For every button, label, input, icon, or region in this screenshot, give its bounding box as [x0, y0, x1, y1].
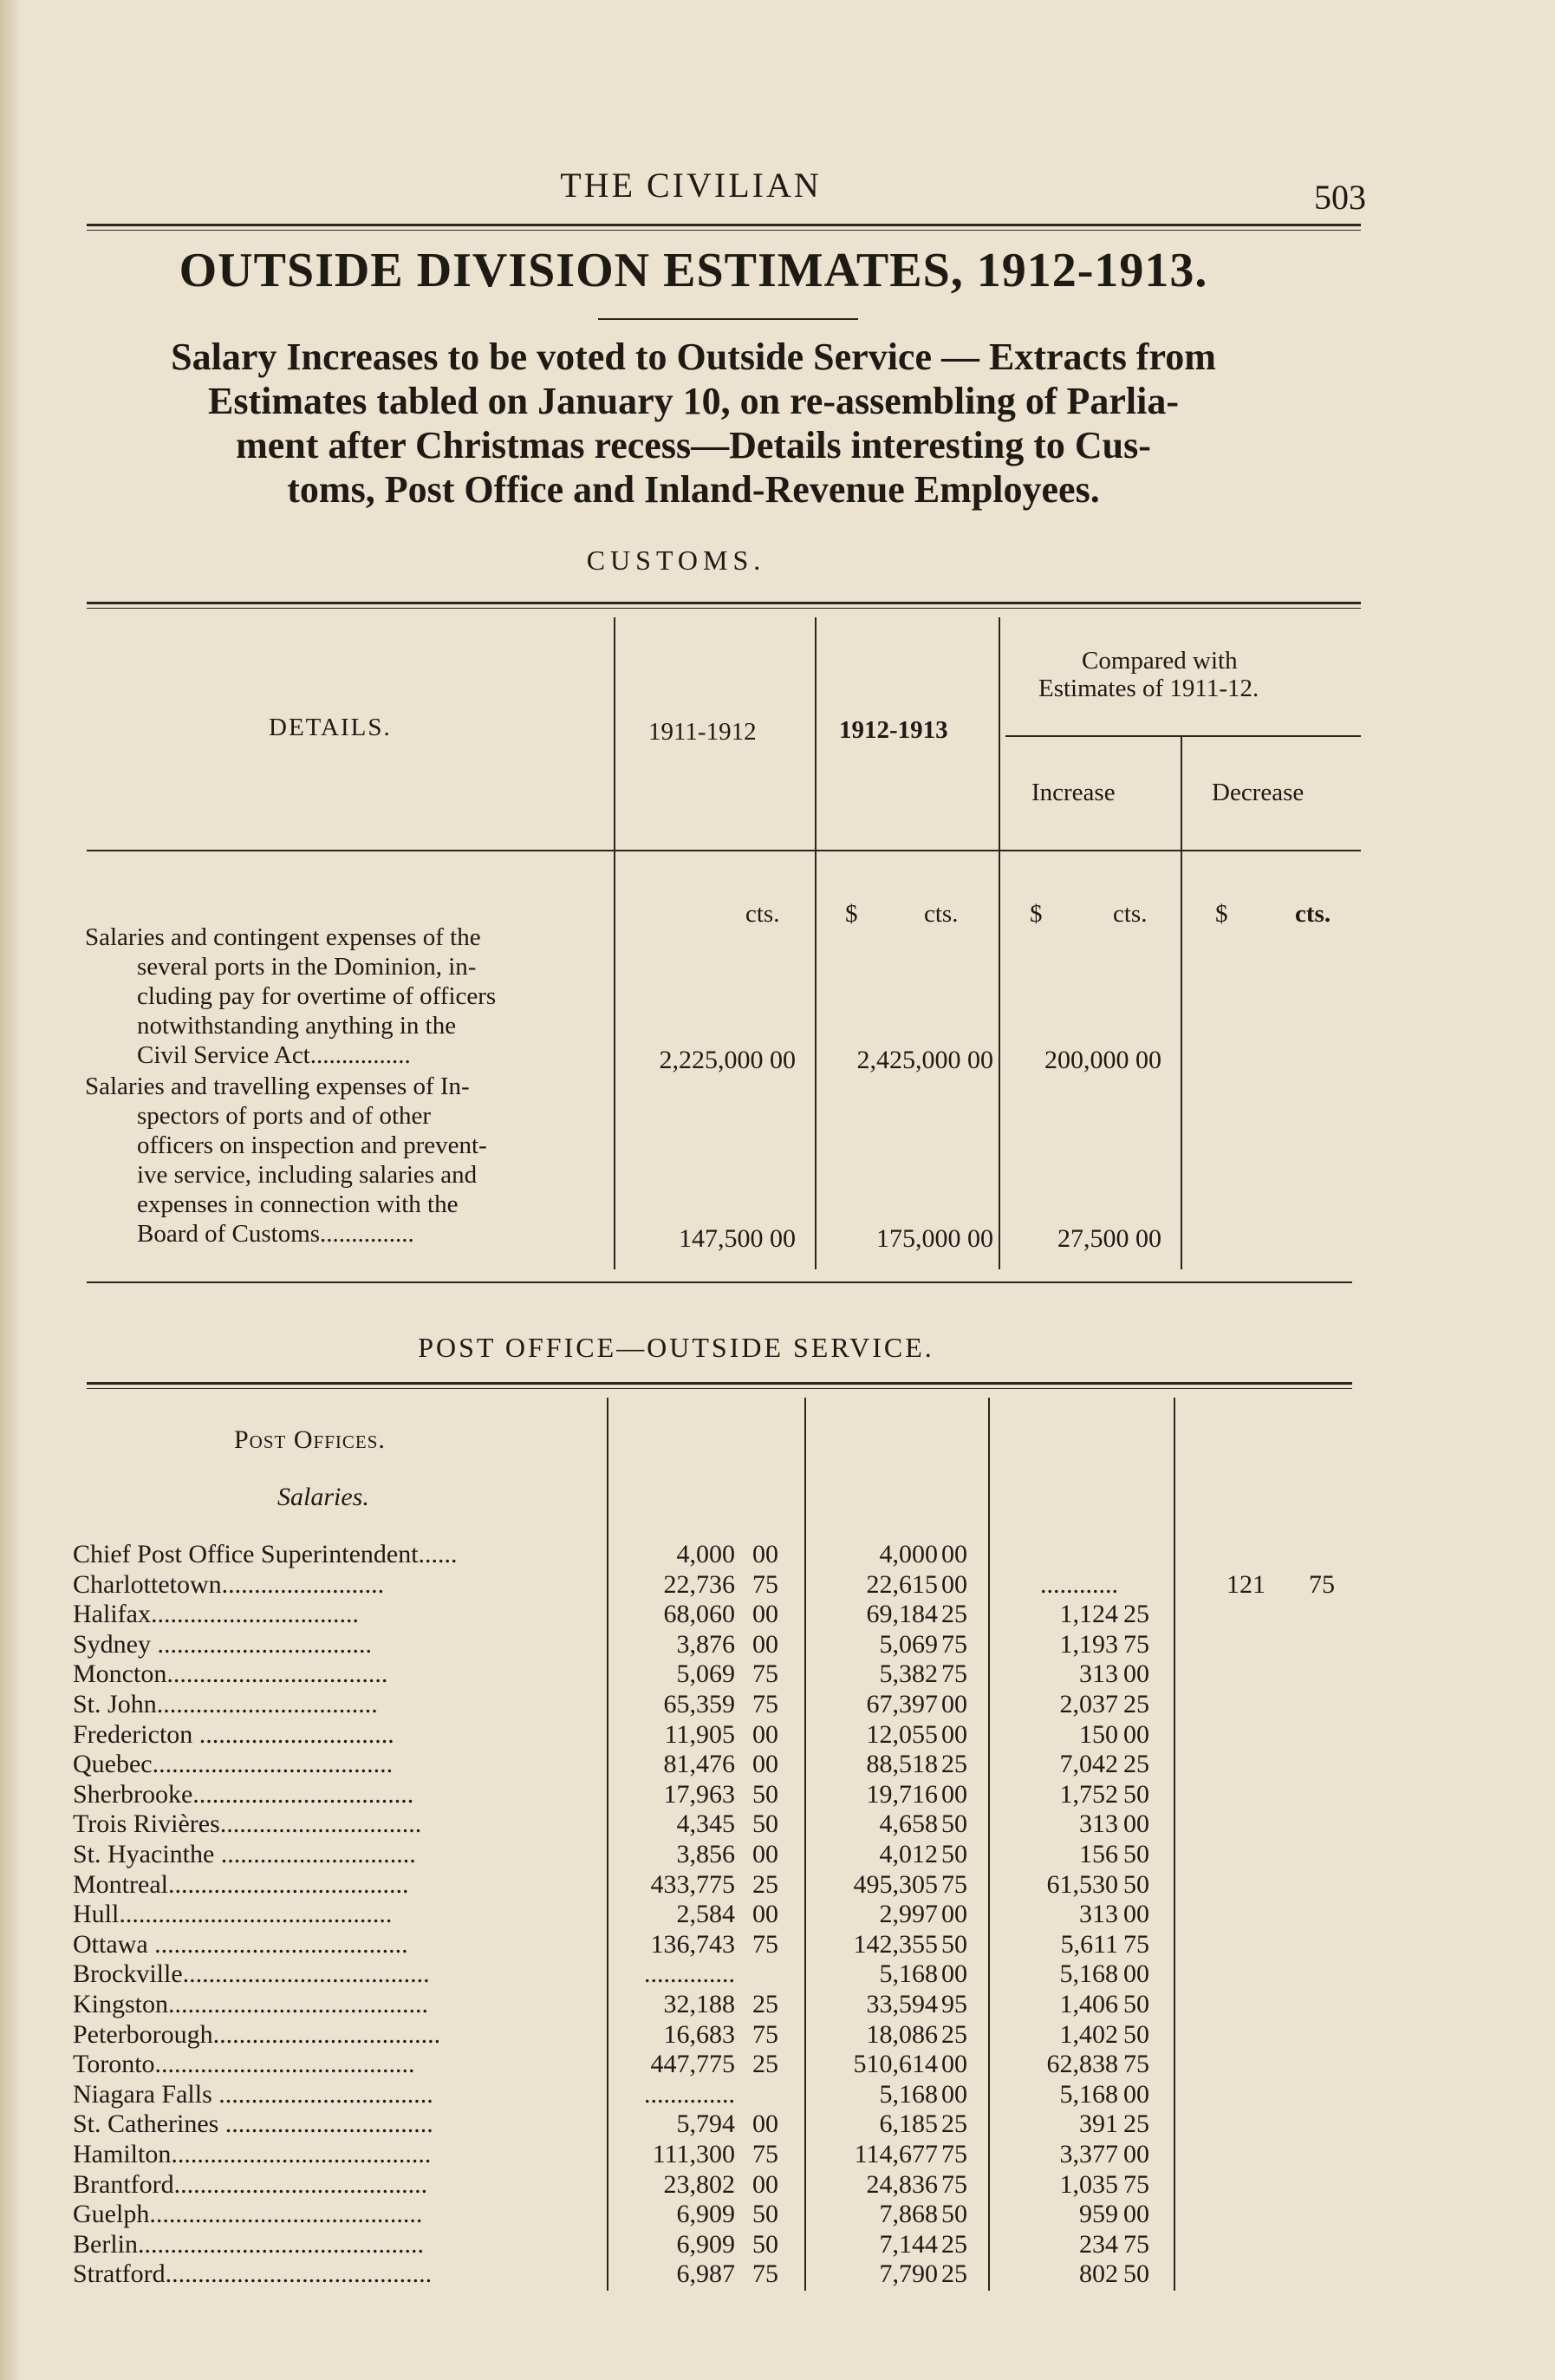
cents-increase: 00 [1123, 1720, 1149, 1749]
cents-decrease: 75 [1309, 1570, 1335, 1599]
page-number: 503 [1314, 178, 1366, 217]
cents-1912: 50 [941, 2200, 967, 2228]
cents-increase: 75 [1123, 2170, 1149, 2199]
value-1911: 68,060 [663, 1600, 735, 1628]
value-increase: 313 [1079, 1900, 1118, 1928]
subtitle-line: toms, Post Office and Inland-Revenue Employees. [287, 468, 1100, 511]
cents-increase: 00 [1123, 2200, 1149, 2228]
po-top-rule [87, 1382, 1352, 1385]
value-1912: 24,836 [866, 2170, 938, 2199]
cents-1911: 00 [752, 1900, 778, 1928]
col-header-increase: Increase [1031, 779, 1116, 806]
cents-1911: 75 [752, 1659, 778, 1688]
cents-increase: 50 [1123, 1990, 1149, 2018]
office-name: Charlottetown......................... [73, 1570, 385, 1599]
cents-1911: 75 [752, 2259, 778, 2288]
cents-1912: 25 [941, 1600, 967, 1628]
cents-increase: 50 [1123, 2020, 1149, 2049]
value-increase: 62,838 [1046, 2050, 1118, 2078]
customs-value-1912: 2,425,000 00 [856, 1046, 993, 1074]
cents-1911: 00 [752, 1750, 778, 1778]
cents-increase: 00 [1123, 2140, 1149, 2168]
cents-increase: 00 [1123, 1959, 1149, 1988]
value-1912: 4,000 [879, 1540, 938, 1568]
value-increase: 5,168 [1059, 2080, 1118, 2109]
desc-line: Salaries and contingent expenses of the [85, 923, 481, 951]
cents-1912: 75 [941, 1659, 967, 1688]
value-increase: 313 [1079, 1809, 1118, 1838]
value-1912: 5,168 [879, 1959, 938, 1988]
cents-1911: 25 [752, 1870, 778, 1899]
office-name: Halifax................................ [73, 1600, 359, 1628]
value-1911: 111,300 [652, 2140, 735, 2168]
office-name: Chief Post Office Superintendent...... [73, 1540, 458, 1568]
office-name: Sydney ................................. [73, 1630, 372, 1659]
journal-title: THE CIVILIAN [560, 166, 822, 205]
value-increase: 391 [1079, 2109, 1118, 2138]
running-header [0, 165, 1555, 217]
value-1912: 7,144 [879, 2230, 938, 2259]
value-1911: 136,743 [650, 1930, 735, 1959]
value-increase: 7,042 [1059, 1750, 1118, 1778]
value-increase: 1,402 [1059, 2020, 1118, 2049]
office-name: Moncton.................................. [73, 1659, 388, 1688]
cents-1912: 75 [941, 2170, 967, 2199]
cents-1912: 50 [941, 1809, 967, 1838]
value-1911: 17,963 [663, 1780, 735, 1809]
value-increase: 1,752 [1059, 1780, 1118, 1809]
cents-1912: 75 [941, 2140, 967, 2168]
customs-col-divider [999, 617, 1000, 1269]
cents-increase: 25 [1123, 1690, 1149, 1718]
cents-1911: 00 [752, 1630, 778, 1659]
office-name: Berlin............................................ [73, 2230, 424, 2259]
unit-dollar: $ [845, 900, 858, 928]
office-name: Ottawa ....................................... [73, 1930, 408, 1959]
office-name: Toronto........................................ [73, 2050, 415, 2078]
cents-1911: 25 [752, 1990, 778, 2018]
cents-1912: 95 [941, 1990, 967, 2018]
value-increase: 1,124 [1059, 1600, 1118, 1628]
desc-line: notwithstanding anything in the [137, 1012, 457, 1040]
office-name: Hamilton........................................ [73, 2140, 432, 2168]
desc-line: Civil Service Act................ [137, 1041, 411, 1069]
customs-row-description [85, 1072, 487, 1249]
cents-1911: 75 [752, 1690, 778, 1718]
office-name: Trois Rivières............................... [73, 1809, 422, 1838]
unit-dollar: $ [1030, 900, 1043, 928]
po-col-divider [607, 1398, 608, 2291]
value-increase: 234 [1079, 2230, 1118, 2259]
post-offices-label: Post Offices. [234, 1425, 386, 1454]
value-1911: 22,736 [663, 1570, 735, 1599]
cents-1911: 50 [752, 2230, 778, 2259]
cents-1912: 75 [941, 1630, 967, 1659]
po-col-divider [804, 1398, 806, 2291]
customs-top-rule-thin [87, 608, 1361, 609]
page-binding-edge [0, 0, 19, 2380]
value-increase: 802 [1079, 2259, 1118, 2288]
cents-1912: 50 [941, 1840, 967, 1868]
desc-line: expenses in connection with the [137, 1190, 459, 1218]
desc-line: several ports in the Dominion, in- [137, 953, 477, 981]
cents-1912: 75 [941, 1870, 967, 1899]
cents-increase: 00 [1123, 1659, 1149, 1688]
desc-line: cluding pay for overtime of officers [137, 982, 497, 1010]
customs-col-divider [614, 617, 615, 1269]
value-1912: 2,997 [879, 1900, 938, 1928]
cents-1911: 00 [752, 1720, 778, 1749]
cents-increase: 25 [1123, 1600, 1149, 1628]
value-1912: 510,614 [853, 2050, 938, 2078]
col-header-compared: Compared with [1082, 647, 1238, 675]
value-1911: 6,987 [676, 2259, 735, 2288]
subtitle-line: Estimates tabled on January 10, on re-assembling of Parlia- [208, 380, 1179, 422]
value-1911: 3,876 [676, 1630, 735, 1659]
office-name: Fredericton .............................. [73, 1720, 394, 1749]
cents-increase: 00 [1123, 1900, 1149, 1928]
cents-1911: 25 [752, 2050, 778, 2078]
office-name: Quebec..................................... [73, 1750, 394, 1778]
cents-1911: 50 [752, 2200, 778, 2228]
cents-1912: 00 [941, 1540, 967, 1568]
unit-dollar: $ [1215, 900, 1228, 928]
value-1911: 81,476 [663, 1750, 735, 1778]
office-name: Peterborough................................... [73, 2020, 441, 2049]
value-1912: 19,716 [866, 1780, 938, 1809]
cents-1911: 00 [752, 2109, 778, 2138]
customs-value-1911: 2,225,000 00 [659, 1046, 796, 1074]
cents-increase: 50 [1123, 1840, 1149, 1868]
value-increase: 3,377 [1059, 2140, 1118, 2168]
value-1912: 67,397 [866, 1690, 938, 1718]
office-name: St. Catherines ................................ [73, 2109, 433, 2138]
po-col-divider [1174, 1398, 1175, 2291]
cents-1911: 75 [752, 1570, 778, 1599]
cents-1911: 00 [752, 1540, 778, 1568]
value-1912: 5,168 [879, 2080, 938, 2109]
desc-line: Salaries and travelling expenses of In- [85, 1073, 470, 1100]
value-1911: 5,069 [676, 1659, 735, 1688]
desc-line: ive service, including salaries and [137, 1161, 478, 1189]
cents-1911: 50 [752, 1780, 778, 1809]
col-header-compared-2: Estimates of 1911-12. [1038, 675, 1259, 702]
office-name: St. John.................................. [73, 1690, 378, 1718]
value-1912: 142,355 [853, 1930, 938, 1959]
po-top-rule-thin [87, 1388, 1352, 1389]
value-1911: 6,909 [676, 2230, 735, 2259]
customs-heading: CUSTOMS. [586, 544, 766, 576]
cents-1912: 25 [941, 2230, 967, 2259]
cents-1912: 00 [941, 1780, 967, 1809]
value-1911: 11,905 [664, 1720, 735, 1749]
customs-bottom-rule [87, 1281, 1352, 1283]
cents-increase: 75 [1123, 1930, 1149, 1959]
value-increase: 1,406 [1059, 1990, 1118, 2018]
col-header-details: DETAILS. [269, 714, 392, 741]
post-office-heading: POST OFFICE—OUTSIDE SERVICE. [418, 1332, 934, 1363]
col-header-1911: 1911-1912 [648, 718, 757, 746]
customs-header-rule [87, 850, 1361, 851]
cents-1912: 00 [941, 2050, 967, 2078]
value-1912: 88,518 [866, 1750, 938, 1778]
value-increase: 1,035 [1059, 2170, 1118, 2199]
value-1912: 33,594 [866, 1990, 938, 2018]
office-name: Kingston........................................ [73, 1990, 429, 2018]
value-increase: 313 [1079, 1659, 1118, 1688]
cents-1912: 25 [941, 2020, 967, 2049]
value-1912: 69,184 [866, 1600, 938, 1628]
office-name: Stratford......................................... [73, 2259, 433, 2288]
value-1911: .............. [644, 1959, 735, 1988]
value-1912: 12,055 [866, 1720, 938, 1749]
cents-increase: 25 [1123, 1750, 1149, 1778]
subtitle-line: Salary Increases to be voted to Outside Service — Extracts from [171, 336, 1216, 378]
cents-increase: 00 [1123, 1809, 1149, 1838]
office-name: Sherbrooke.................................. [73, 1780, 414, 1809]
customs-row-description [85, 923, 496, 1070]
value-1911: 2,584 [676, 1900, 735, 1928]
cents-1911: 00 [752, 2170, 778, 2199]
value-1912: 5,382 [879, 1659, 938, 1688]
customs-value-increase: 27,500 00 [1057, 1224, 1161, 1253]
desc-line: officers on inspection and prevent- [137, 1131, 487, 1159]
cents-1911: 00 [752, 1840, 778, 1868]
cents-1912: 25 [941, 2259, 967, 2288]
value-1911: 4,000 [676, 1540, 735, 1568]
header-rule [87, 224, 1361, 226]
value-1911: 32,188 [663, 1990, 735, 2018]
cents-increase: 75 [1123, 2050, 1149, 2078]
customs-col-divider [815, 617, 817, 1269]
value-1911: 23,802 [663, 2170, 735, 2199]
cents-increase: 00 [1123, 2080, 1149, 2109]
value-1912: 495,305 [853, 1870, 938, 1899]
value-increase: 5,611 [1060, 1930, 1118, 1959]
customs-top-rule [87, 602, 1361, 604]
value-increase: 2,037 [1059, 1690, 1118, 1718]
col-header-decrease: Decrease [1212, 779, 1305, 806]
cents-1912: 00 [941, 1720, 967, 1749]
cents-1912: 00 [941, 1690, 967, 1718]
value-increase: 61,530 [1046, 1870, 1118, 1899]
compared-rule [1005, 735, 1361, 737]
header-rule-thin [87, 230, 1361, 231]
office-name: Brockville...................................... [73, 1959, 430, 1988]
subtitle-line: ment after Christmas recess—Details interesting to Cus- [236, 424, 1151, 466]
value-1911: 16,683 [663, 2020, 735, 2049]
value-1912: 5,069 [879, 1630, 938, 1659]
unit-cts: cts. [1113, 900, 1148, 928]
office-name: Brantford....................................... [73, 2170, 428, 2199]
office-name: Guelph.......................................... [73, 2200, 423, 2228]
cents-1912: 00 [941, 1570, 967, 1599]
office-name: Montreal..................................... [73, 1870, 409, 1899]
value-1912: 7,790 [879, 2259, 938, 2288]
cents-1911: 00 [752, 1600, 778, 1628]
desc-line: Board of Customs............... [137, 1220, 414, 1248]
cents-1911: 50 [752, 1809, 778, 1838]
customs-value-1911: 147,500 00 [679, 1224, 796, 1253]
cents-1912: 00 [941, 1900, 967, 1928]
value-1911: 5,794 [676, 2109, 735, 2138]
value-1912: 6,185 [879, 2109, 938, 2138]
value-1911: 65,359 [663, 1690, 735, 1718]
value-increase: 959 [1079, 2200, 1118, 2228]
cents-1911: 75 [752, 2020, 778, 2049]
cents-increase: 50 [1123, 2259, 1149, 2288]
cents-increase: 75 [1123, 2230, 1149, 2259]
value-decrease: 121 [1226, 1570, 1265, 1599]
customs-col-divider [1181, 737, 1182, 1269]
value-increase: ............ [1040, 1570, 1118, 1599]
title-divider [598, 318, 858, 320]
desc-line: spectors of ports and of other [137, 1102, 432, 1130]
office-name: St. Hyacinthe .............................. [73, 1840, 416, 1868]
salaries-label: Salaries. [277, 1483, 369, 1511]
value-1911: 6,909 [676, 2200, 735, 2228]
value-1911: 4,345 [676, 1809, 735, 1838]
cents-1912: 25 [941, 1750, 967, 1778]
value-increase: 156 [1079, 1840, 1118, 1868]
value-1911: 3,856 [676, 1840, 735, 1868]
col-header-1912: 1912-1913 [839, 716, 948, 744]
cents-1912: 25 [941, 2109, 967, 2138]
cents-1912: 50 [941, 1930, 967, 1959]
value-1912: 7,868 [879, 2200, 938, 2228]
value-1912: 114,677 [854, 2140, 938, 2168]
cents-1911: 75 [752, 1930, 778, 1959]
value-increase: 5,168 [1059, 1959, 1118, 1988]
cents-1912: 00 [941, 2080, 967, 2109]
value-1912: 18,086 [866, 2020, 938, 2049]
cents-increase: 75 [1123, 1630, 1149, 1659]
office-name: Hull.......................................... [73, 1900, 393, 1928]
cents-increase: 50 [1123, 1870, 1149, 1899]
value-increase: 150 [1079, 1720, 1118, 1749]
customs-value-1912: 175,000 00 [876, 1224, 993, 1253]
office-name: Niagara Falls ................................. [73, 2080, 433, 2109]
main-title: OUTSIDE DIVISION ESTIMATES, 1912-1913. [179, 244, 1208, 297]
value-1912: 4,012 [879, 1840, 938, 1868]
cents-increase: 25 [1123, 2109, 1149, 2138]
value-increase: 1,193 [1059, 1630, 1118, 1659]
unit-cts: cts. [1295, 900, 1331, 928]
unit-cts: cts. [745, 900, 780, 928]
customs-value-increase: 200,000 00 [1044, 1046, 1161, 1074]
value-1912: 22,615 [866, 1570, 938, 1599]
unit-cts: cts. [924, 900, 959, 928]
cents-1911: 75 [752, 2140, 778, 2168]
value-1911: .............. [644, 2080, 735, 2109]
value-1911: 433,775 [650, 1870, 735, 1899]
value-1912: 4,658 [879, 1809, 938, 1838]
subtitle [87, 335, 1300, 512]
value-1911: 447,775 [650, 2050, 735, 2078]
cents-1912: 00 [941, 1959, 967, 1988]
cents-increase: 50 [1123, 1780, 1149, 1809]
